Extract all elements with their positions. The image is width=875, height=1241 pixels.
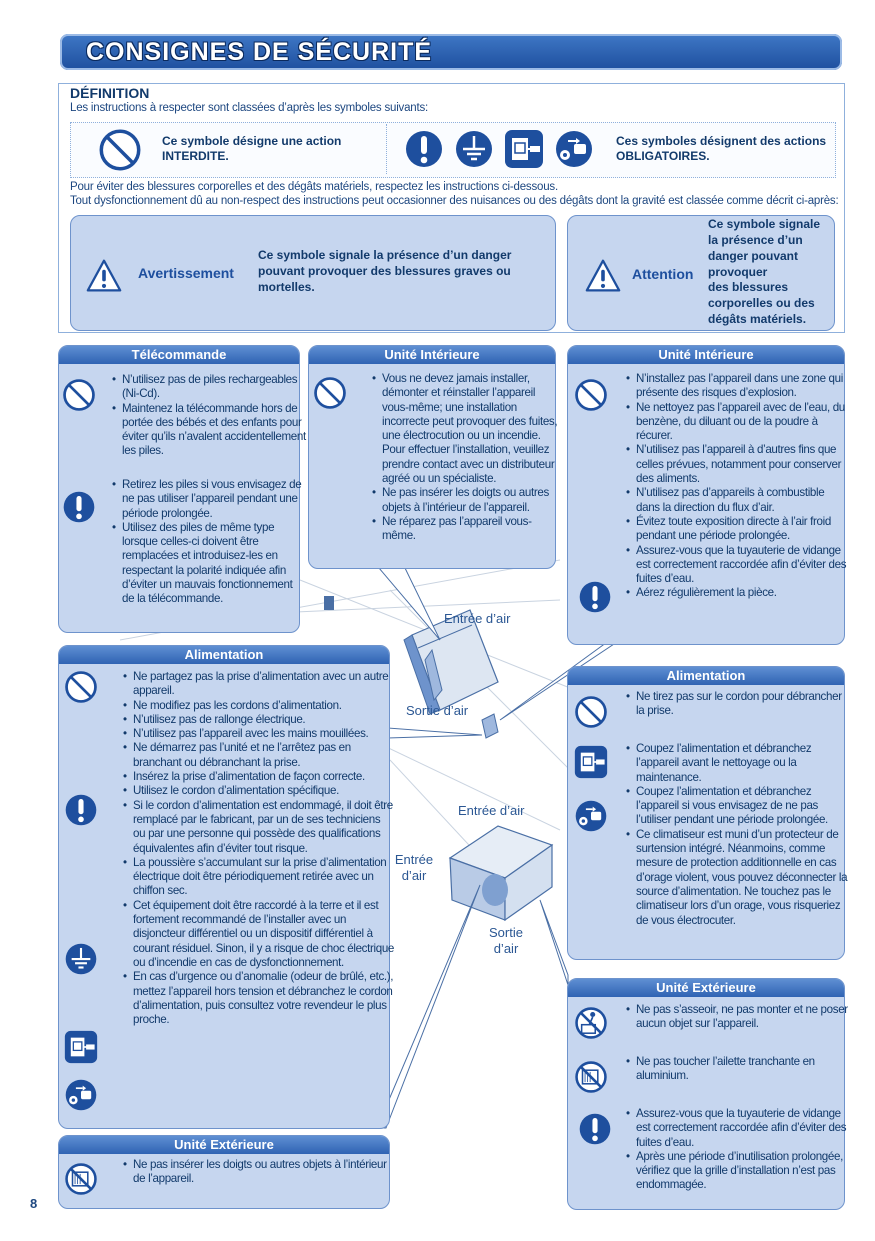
label-air-in-2: Entrée d’air [458, 803, 525, 818]
prohibited-icon [574, 378, 608, 412]
list-item: • Ne pas s’asseoir, ne pas monter et ne poser aucun objet sur l’appareil. [636, 1003, 850, 1032]
list-item: • N’utilisez pas l’appareil avec les mains mouillées. [133, 727, 395, 741]
mandatory-icon [64, 793, 98, 827]
list-item: • Évitez toute exposition directe à l’air froid pendant une période prolongée. [636, 515, 850, 544]
panel-title: Unité Intérieure [309, 346, 555, 364]
list-item: • Aérez régulièrement la pièce. [636, 586, 850, 600]
caution-label: Attention [632, 266, 694, 282]
no-hand-icon [64, 1162, 98, 1196]
list-item: • Coupez l’alimentation et débranchez l’appareil si vous envisagez de ne pas l’utiliser pendant une période prolongée. [636, 785, 850, 828]
unite-interieure-1-list [370, 372, 560, 544]
list-item: • Si le cordon d’alimentation est endommagé, il doit être remplacé par le fabricant, par un de ses techniciens ou par une personne qui possède des qualifications équivalentes afin d’éviter tout risque. [133, 799, 395, 856]
list-item: • Ne modifiez pas les cordons d’alimentation. [133, 699, 395, 713]
list-item: • Retirez les piles si vous envisagez de ne pas utiliser l’appareil pendant une période prolongée. [122, 478, 306, 521]
list-item: • Ne nettoyez pas l’appareil avec de l’eau, du benzène, du diluant ou de la poudre à récurer. [636, 401, 850, 444]
page-title: CONSIGNES DE SÉCURITÉ [86, 38, 433, 66]
list-item: • Cet équipement doit être raccordé à la terre et il est fortement recommandé de l’installer avec un disjoncteur différentiel ou un dispositif différentiel à courant résiduel. Sinon, il y a risque de choc électrique ou d’incendie en cas de dysfonctionnement. [133, 899, 395, 970]
list-item: • Assurez-vous que la tuyauterie de vidange est correctement raccordée afin d’éviter des fuites d’eau. [636, 1107, 850, 1150]
list-item: • Assurez-vous que la tuyauterie de vidange est correctement raccordée afin d’éviter des fuites d’eau. [636, 544, 850, 587]
unplug-icon [574, 745, 608, 779]
mandatory-text-1: Ces symboles désignent des actions [616, 134, 827, 148]
label-air-in-3-line1: Entrée [394, 852, 434, 867]
caution-text-1: Ce symbole signale [708, 217, 821, 231]
warning-label: Avertissement [138, 265, 234, 281]
no-climb-icon [574, 1006, 608, 1040]
panel-title: Alimentation [568, 667, 844, 685]
panel-title: Alimentation [59, 646, 389, 664]
telecommande-list [110, 373, 306, 459]
definition-title: DÉFINITION [70, 85, 150, 101]
prohibited-icon [62, 378, 96, 412]
warning-text-3: mortelles. [258, 280, 315, 294]
mandatory-icon [578, 1112, 612, 1146]
alimentation-1-list [121, 670, 395, 1027]
unite-exterieure-2-list-1 [624, 1003, 850, 1032]
prohibited-icon [574, 695, 608, 729]
panel-title: Unité Extérieure [59, 1136, 389, 1154]
panel-title: Unité Intérieure [568, 346, 844, 364]
label-air-in-3-line2: d’air [401, 868, 427, 883]
label-air-out-1: Sortie d’air [406, 703, 469, 718]
list-item: • En cas d’urgence ou d’anomalie (odeur de brûlé, etc.), mettez l’appareil hors tension et débranchez le cordon d’alimentation, puis consultez votre revendeur le plus proche. [133, 970, 395, 1027]
plug-icon [64, 1078, 98, 1112]
list-item: • Après une période d’inutilisation prolongée, vérifiez que la grille d’installation n’est pas endommagée. [636, 1150, 850, 1193]
definition-intro: Les instructions à respecter sont classées d’après les symboles suivants: [70, 102, 429, 114]
no-hand-icon [574, 1060, 608, 1094]
list-item: • N’utilisez pas l’appareil à d’autres fins que celles prévues, notamment pour conserver des aliments. [636, 443, 850, 486]
unite-exterieure-1-list [121, 1158, 395, 1187]
unite-exterieure-2-list-2 [624, 1055, 850, 1084]
list-item: • Ne réparez pas l’appareil vous-même. [382, 515, 560, 544]
mandatory-icon [62, 490, 96, 524]
list-item: • N’installez pas l’appareil dans une zone qui présente des risques d’explosion. [636, 372, 850, 401]
list-item: • Utilisez des piles de même type lorsque celles-ci doivent être remplacées et introduisez-les en respectant la polarité indiquée afin d’éviter un mauvais fonctionnement de la télécommande. [122, 521, 306, 607]
label-air-out-2-line1: Sortie [489, 925, 523, 940]
list-item: • Utilisez le cordon d’alimentation spécifique. [133, 784, 395, 798]
remote-control-drawing [324, 596, 334, 610]
list-item: • Ne démarrez pas l’unité et ne l’arrêtez pas en branchant ou débranchant la prise. [133, 741, 395, 770]
label-air-in-1: Entrée d’air [444, 611, 511, 626]
list-item: • N’utilisez pas de piles rechargeables (Ni-Cd). [122, 373, 306, 402]
unite-interieure-2-list [624, 372, 850, 601]
telecommande-list-2 [110, 478, 306, 607]
list-item: • Ne pas toucher l’ailette tranchante en aluminium. [636, 1055, 850, 1084]
definition-note-2: Tout dysfonctionnement dû au non-respect des instructions peut occasionner des nuisances ou des dégâts dont la gravité est classée comme décrit ci-après: [70, 195, 839, 207]
definition-note-1: Pour éviter des blessures corporelles et des dégâts matériels, respectez les instructions ci-dessous. [70, 181, 558, 193]
panel-title: Télécommande [59, 346, 299, 364]
unite-exterieure-2-list-3 [624, 1107, 850, 1193]
warning-text-1: Ce symbole signale la présence d’un danger [258, 248, 512, 262]
list-item: • N’utilisez pas de rallonge électrique. [133, 713, 395, 727]
unplug-icon [64, 1030, 98, 1064]
plug-icon [574, 799, 608, 833]
panel-title: Unité Extérieure [568, 979, 844, 997]
prohibited-text-2: INTERDITE. [162, 149, 229, 163]
list-item: • Ne tirez pas sur le cordon pour débrancher la prise. [636, 690, 850, 719]
caution-text-7: dégâts matériels. [708, 312, 807, 326]
warning-text-2: pouvant provoquer des blessures graves ou [258, 264, 511, 278]
list-item: • Coupez l’alimentation et débranchez l’appareil avant le nettoyage ou la maintenance. [636, 742, 850, 785]
list-item: • Ne pas insérer les doigts ou autres objets à l’intérieur de l’appareil. [382, 486, 560, 515]
caution-text-2: la présence d’un [708, 233, 803, 247]
mandatory-text-2: OBLIGATOIRES. [616, 149, 710, 163]
caution-text-6: corporelles ou des [708, 296, 815, 310]
earth-icon [64, 942, 98, 976]
label-air-out-2-line2: d’air [493, 941, 519, 956]
list-item: • Vous ne devez jamais installer, démonter et réinstaller l’appareil vous-même; une installation incorrecte peut provoquer des fuites, une électrocution ou un incendie. Pour effectuer l’installation, veuillez prendre contact avec un distributeur agréé ou un spécialiste. [382, 372, 560, 486]
alimentation-2-list-2 [624, 742, 850, 928]
page-number: 8 [30, 1196, 38, 1211]
list-item: • Ne pas insérer les doigts ou autres objets à l’intérieur de l’appareil. [133, 1158, 395, 1187]
prohibited-icon [64, 670, 98, 704]
list-item: • N’utilisez pas d’appareils à combustible dans la direction du flux d’air. [636, 486, 850, 515]
caution-text-5: des blessures [708, 280, 789, 294]
list-item: • Insérez la prise d’alimentation de façon correcte. [133, 770, 395, 784]
list-item: • Ne partagez pas la prise d’alimentation avec un autre appareil. [133, 670, 395, 699]
alimentation-2-list [624, 690, 850, 719]
list-item: • Maintenez la télécommande hors de portée des bébés et des enfants pour éviter qu’ils n’avalent accidentellement les piles. [122, 402, 306, 459]
outdoor-unit-drawing [450, 826, 552, 920]
mandatory-icon [578, 580, 612, 614]
caution-text-4: provoquer [708, 265, 768, 279]
list-item: • Ce climatiseur est muni d’un protecteur de surtension intégré. Néanmoins, comme mesure de protection additionnelle en cas d’orage violent, vous pouvez déconnecter la source d’alimentation. Ne touchez pas le climatiseur lors d’un orage, vous risqueriez de vous électrocuter. [636, 828, 850, 928]
caution-text-3: danger pouvant [708, 249, 799, 263]
prohibited-icon [313, 376, 347, 410]
list-item: • La poussière s’accumulant sur la prise d’alimentation électrique doit être périodiquement retirée avec un chiffon sec. [133, 856, 395, 899]
prohibited-text-1: Ce symbole désigne une action [162, 134, 342, 148]
